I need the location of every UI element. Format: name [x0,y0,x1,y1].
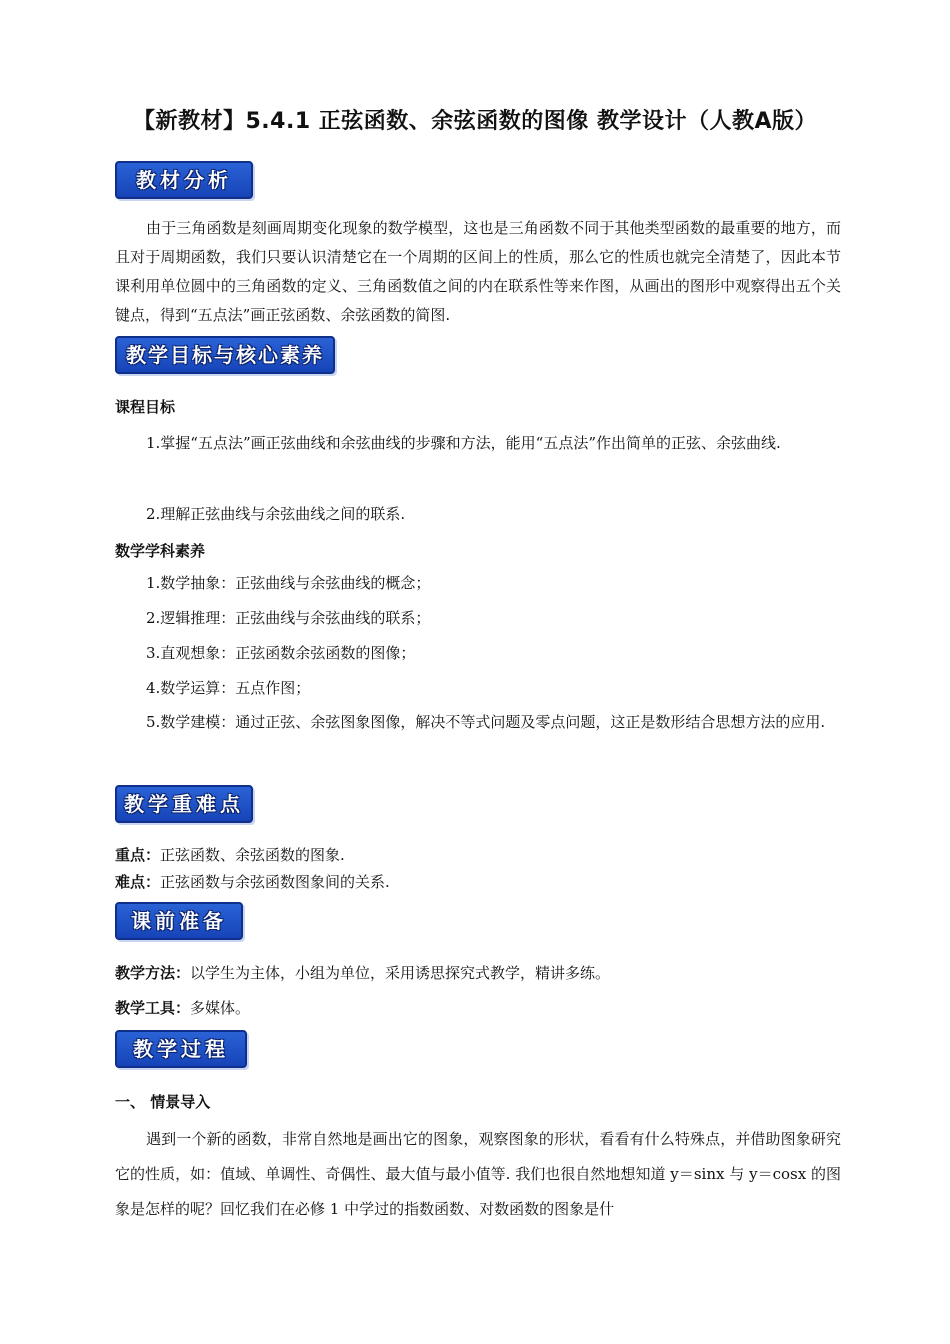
literacy-heading: 数学学科素养 [115,542,206,560]
literacy-item-4: 4.数学运算：五点作图； [146,679,311,697]
step1-paragraph: 遇到一个新的函数，非常自然地是画出它的图象，观察图象的形状，看看有什么特殊点，并借助图象研究它的性质，如：值域、单调性、奇偶性、最大值与最小值等. 我们也很自然地想知道 y＝sinx 与 y＝cosx 的图象是怎样的呢？回忆我们在必修 1 中学过的指数函数、对数函数的图象是什 [115,1130,841,1218]
literacy-item-1: 1.数学抽象：正弦曲线与余弦曲线的概念； [146,574,431,592]
teaching-method-label: 教学方法： [115,964,191,982]
key-point-text: 正弦函数、余弦函数的图象. [160,846,345,864]
literacy-item-2: 2.逻辑推理：正弦曲线与余弦曲线的联系； [146,609,431,627]
section-badge-analysis: 教材分析 [115,161,253,199]
teaching-method-text: 以学生为主体，小组为单位，采用诱思探究式教学，精讲多练。 [190,964,611,982]
section-badge-preparation: 课前准备 [115,902,243,940]
course-goals-heading: 课程目标 [115,398,176,416]
literacy-item-3: 3.直观想象：正弦函数余弦函数的图像； [146,644,416,662]
literacy-item-5: 5.数学建模：通过正弦、余弦图象图像，解决不等式问题及零点问题，这正是数形结合思想方法的应用. [146,713,826,731]
course-goal-item-1: 1.掌握“五点法”画正弦曲线和余弦曲线的步骤和方法，能用“五点法”作出简单的正弦、余弦曲线. [146,434,781,452]
difficult-point-line [115,871,390,892]
document-title: 【新教材】5.4.1 正弦函数、余弦函数的图像 教学设计（人教A版） [133,109,817,134]
teaching-method-line [115,962,610,983]
difficult-point-text: 正弦函数与余弦函数图象间的关系. [160,873,390,891]
analysis-paragraph: 由于三角函数是刻画周期变化现象的数学模型，这也是三角函数不同于其他类型函数的最重要的地方，而且对于周期函数，我们只要认识清楚它在一个周期的区间上的性质，那么它的性质也就完全清楚了，因此本节课利用单位圆中的三角函数的定义、三角函数值之间的内在联系性等来作图，从画出的图形中观察得出五个关键点，得到“五点法”画正弦函数、余弦函数的简图. [115,219,841,324]
step1-heading: 一、 情景导入 [115,1093,211,1111]
section-badge-process: 教学过程 [115,1030,247,1068]
key-point-label: 重点： [115,846,161,864]
teaching-tools-line [115,997,250,1018]
course-goal-item-2: 2.理解正弦曲线与余弦曲线之间的联系. [146,505,406,523]
key-point-line [115,844,345,865]
difficult-point-label: 难点： [115,873,161,891]
section-badge-goals: 教学目标与核心素养 [115,336,335,374]
teaching-tools-text: 多媒体。 [190,999,251,1017]
teaching-tools-label: 教学工具： [115,999,191,1017]
section-badge-key-points: 教学重难点 [115,785,253,823]
